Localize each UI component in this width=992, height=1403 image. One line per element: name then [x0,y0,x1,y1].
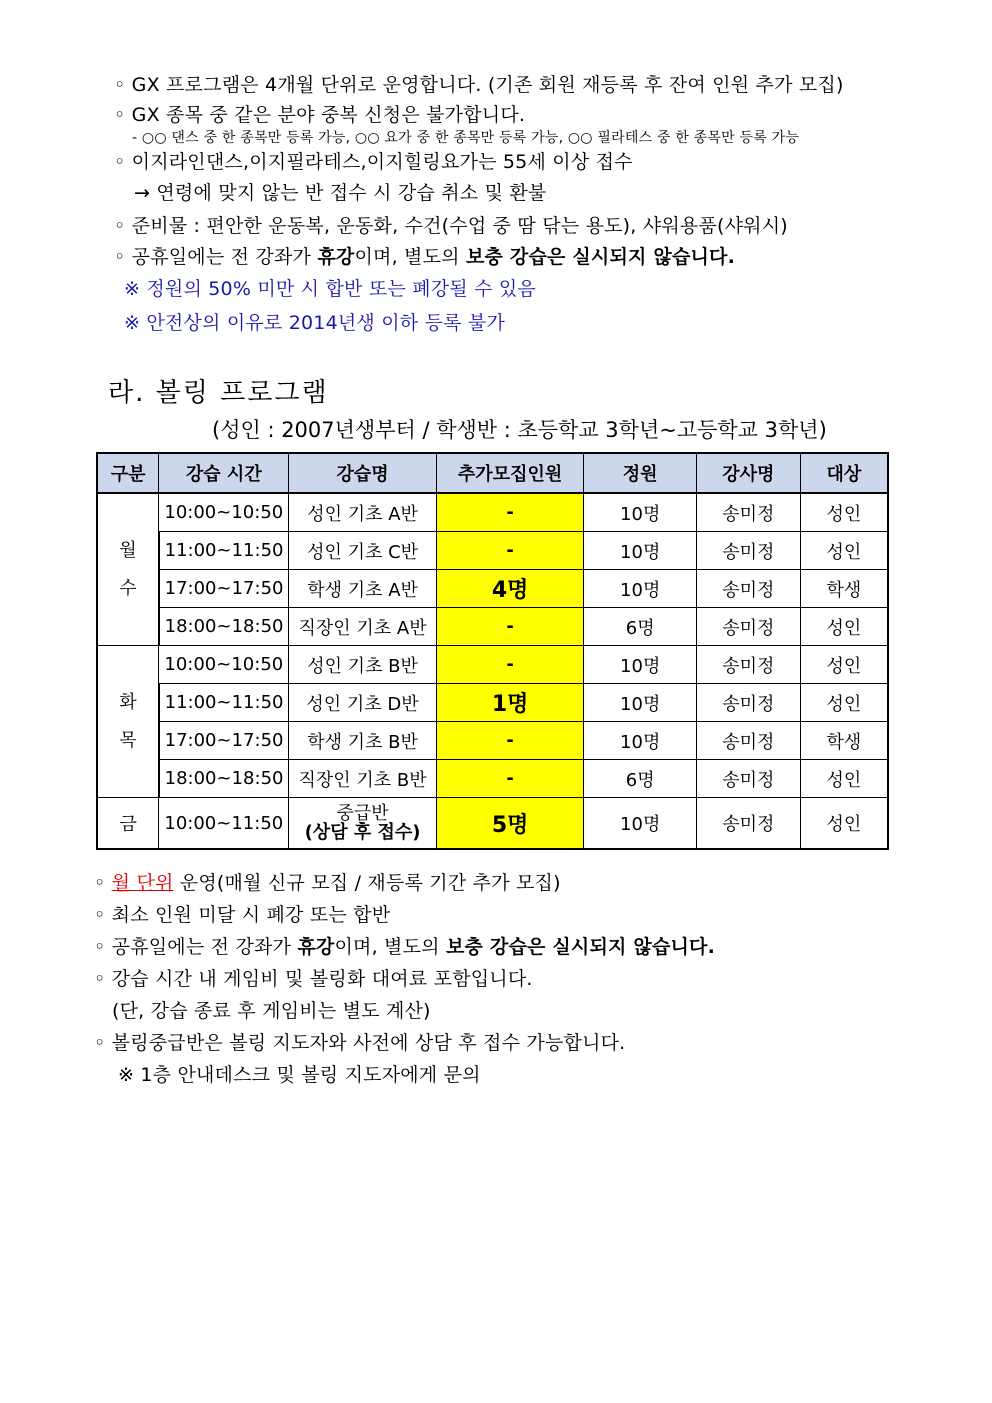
cell-extra: 1명 [436,684,584,722]
bowling-note-monthly-red: 월 단위 [111,872,174,894]
header-instructor: 강사명 [697,453,801,493]
header-category: 구분 [97,453,159,493]
table-row [97,798,888,850]
cell-capacity: 10명 [584,646,697,684]
day-label: 화 [119,691,137,713]
cell-instructor: 송미정 [697,646,801,684]
bowling-note-monthly-pre: ◦ [94,872,112,894]
cell-extra: 4명 [436,570,584,608]
header-capacity: 정원 [584,453,697,493]
table-row [97,608,888,646]
cell-instructor: 송미정 [697,684,801,722]
bowling-note-monthly [94,868,561,895]
cell-target: 성인 [800,684,888,722]
cell-capacity: 6명 [584,760,697,798]
gx-note-holiday-c: 이며, 별도의 [354,246,466,268]
header-class-name: 강습명 [289,453,437,493]
cell-time: 10:00~11:50 [159,798,289,850]
cell-extra: - [436,760,584,798]
cell-target: 성인 [800,798,888,850]
header-target: 대상 [800,453,888,493]
cell-capacity: 10명 [584,532,697,570]
cell-target: 성인 [800,646,888,684]
table-row [97,493,888,532]
cell-capacity: 6명 [584,608,697,646]
cell-time: 17:00~17:50 [159,570,289,608]
bowling-schedule-table [96,452,889,850]
gx-note-holiday-d: 보충 강습은 실시되지 않습니다. [465,246,736,268]
bowling-note-holiday-b: 휴강 [297,936,335,958]
cell-time: 17:00~17:50 [159,722,289,760]
cell-extra: - [436,646,584,684]
cell-capacity: 10명 [584,570,697,608]
cell-class-name: 성인 기초 C반 [289,532,437,570]
cell-capacity: 10명 [584,684,697,722]
bowling-note-holiday-c: 이며, 별도의 [334,936,446,958]
cell-capacity: 10명 [584,798,697,850]
cell-target: 학생 [800,570,888,608]
cell-target: 학생 [800,722,888,760]
table-row [97,646,888,684]
cell-time: 18:00~18:50 [159,760,289,798]
bowling-eligibility: (성인 : 2007년생부터 / 학생반 : 초등학교 3학년~고등학교 3학년) [212,418,827,442]
bowling-note-holiday [94,932,715,959]
cell-target: 성인 [800,493,888,532]
gx-note-term: ◦ GX 프로그램은 4개월 단위로 운영합니다. (기존 회원 재등록 후 잔여 인원 추가 모집) [114,74,844,96]
bowling-note-fee: ◦ 강습 시간 내 게임비 및 볼링화 대여료 포함입니다. [94,968,533,990]
day-label: 월 [119,539,137,561]
cell-time: 10:00~10:50 [159,646,289,684]
table-row [97,722,888,760]
gx-note-holiday-a: ◦ 공휴일에는 전 강좌가 [114,246,318,268]
cell-instructor: 송미정 [697,722,801,760]
cell-capacity: 10명 [584,722,697,760]
table-row [97,532,888,570]
cell-instructor: 송미정 [697,493,801,532]
gx-warning-capacity: ※ 정원의 50% 미만 시 합반 또는 폐강될 수 있음 [124,278,536,300]
cell-time: 18:00~18:50 [159,608,289,646]
gx-note-age: ◦ 이지라인댄스,이지필라테스,이지힐링요가는 55세 이상 접수 [114,151,633,173]
table-header-row [97,453,888,493]
cell-class-name: 성인 기초 A반 [289,493,437,532]
table-row [97,760,888,798]
cell-class-name: 학생 기초 A반 [289,570,437,608]
bowling-note-monthly-post: 운영(매월 신규 모집 / 재등록 기간 추가 모집) [173,872,561,894]
bowling-note-contact: ※ 1층 안내데스크 및 볼링 지도자에게 문의 [118,1064,481,1086]
cell-instructor: 송미정 [697,532,801,570]
cell-time: 11:00~11:50 [159,684,289,722]
cell-class-name [289,798,437,850]
day-label: 목 [119,729,137,751]
bowling-note-holiday-d: 보충 강습은 실시되지 않습니다. [445,936,716,958]
cell-instructor: 송미정 [697,798,801,850]
cell-class-name: 성인 기초 D반 [289,684,437,722]
cell-extra: - [436,493,584,532]
cell-instructor: 송미정 [697,608,801,646]
day-label: 수 [119,577,137,599]
cell-time: 11:00~11:50 [159,532,289,570]
cell-extra: - [436,608,584,646]
cell-capacity: 10명 [584,493,697,532]
cell-instructor: 송미정 [697,570,801,608]
cell-class-name: 학생 기초 B반 [289,722,437,760]
cell-class-name: 성인 기초 B반 [289,646,437,684]
bowling-note-min: ◦ 최소 인원 미달 시 폐강 또는 합반 [94,904,391,926]
bowling-note-holiday-a: ◦ 공휴일에는 전 강좌가 [94,936,298,958]
table-row [97,684,888,722]
gx-note-age-detail: → 연령에 맞지 않는 반 접수 시 강습 취소 및 환불 [134,182,547,204]
day-group-fri: 금 [97,798,159,850]
cell-class-name: 직장인 기초 A반 [289,608,437,646]
header-extra-recruit: 추가모집인원 [436,453,584,493]
gx-warning-safety: ※ 안전상의 이유로 2014년생 이하 등록 불가 [124,312,506,334]
cell-extra: 5명 [436,798,584,850]
table-row [97,570,888,608]
cell-target: 성인 [800,760,888,798]
day-group-mon-wed [97,493,159,646]
cell-extra: - [436,722,584,760]
cell-extra: - [436,532,584,570]
class-name-line2: (상담 후 접수) [304,822,421,843]
bowling-note-fee-detail: (단, 강습 종료 후 게임비는 별도 계산) [112,1000,431,1022]
bowling-section-title: 라. 볼링 프로그램 [108,378,329,408]
cell-target: 성인 [800,608,888,646]
cell-time: 10:00~10:50 [159,493,289,532]
gx-note-supplies: ◦ 준비물 : 편안한 운동복, 운동화, 수건(수업 중 땀 닦는 용도), 샤워용품(샤워시) [114,215,788,237]
gx-note-duplicate: ◦ GX 종목 중 같은 분야 중복 신청은 불가합니다. [114,104,526,126]
cell-target: 성인 [800,532,888,570]
bowling-note-intermediate: ◦ 볼링중급반은 볼링 지도자와 사전에 상담 후 접수 가능합니다. [94,1032,626,1054]
gx-note-duplicate-detail: - ○○ 댄스 중 한 종목만 등록 가능, ○○ 요가 중 한 종목만 등록 가능, ○○ 필라테스 중 한 종목만 등록 가능 [132,130,800,146]
class-name-line1: 중급반 [336,803,389,824]
day-group-tue-thu [97,646,159,798]
header-time: 강습 시간 [159,453,289,493]
gx-note-holiday-b: 휴강 [317,246,355,268]
cell-instructor: 송미정 [697,760,801,798]
gx-note-holiday [114,242,735,269]
cell-class-name: 직장인 기초 B반 [289,760,437,798]
